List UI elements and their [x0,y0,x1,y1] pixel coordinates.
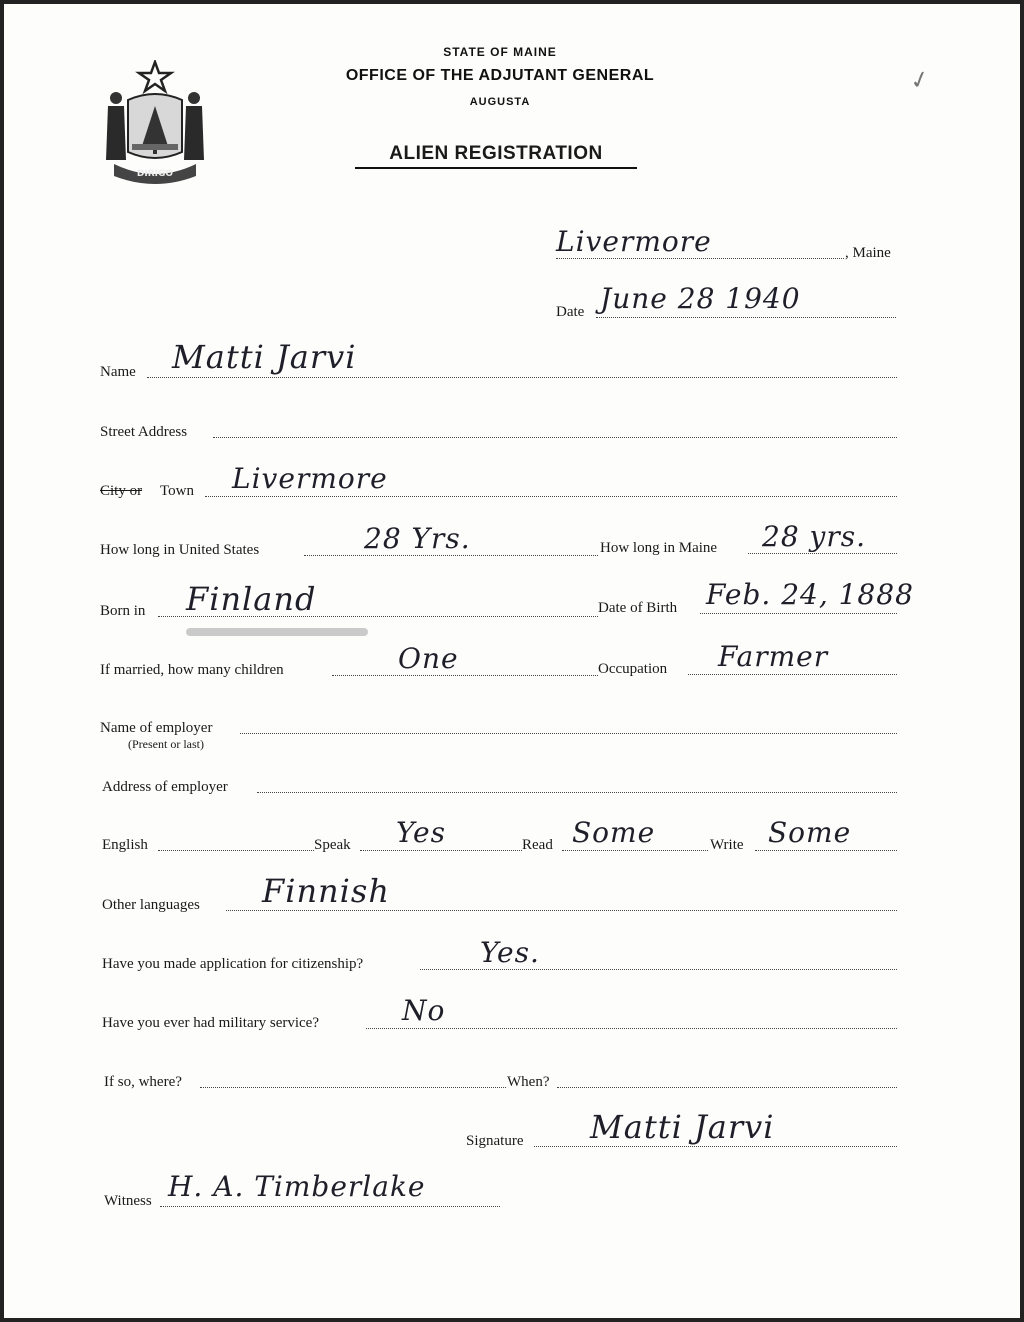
occupation-label: Occupation [598,661,668,677]
children-label: If married, how many children [100,662,284,678]
header-city: AUGUSTA [469,96,531,108]
street-address-line [213,437,897,438]
employer-name-line [240,733,897,734]
born-in-value: Finland [186,580,317,618]
checkmark-icon: ✓ [907,65,934,97]
military-value: No [402,994,446,1027]
scan-border-right [1020,0,1024,1322]
name-line [147,377,897,378]
town-value: Livermore [232,462,388,495]
street-address-label: Street Address [100,424,188,440]
date-line [596,317,896,318]
speak-line [360,850,522,851]
place-line [556,258,844,259]
place-value: Livermore [556,225,712,258]
date-value: June 28 1940 [600,282,801,315]
scan-border-bottom [0,1318,1024,1322]
town-label: Town [160,483,194,499]
other-languages-value: Finnish [262,872,390,910]
employer-name-sublabel: (Present or last) [128,737,204,751]
citizenship-label: Have you made application for citizenship? [102,956,364,972]
born-in-label: Born in [100,603,146,619]
citizenship-line [420,969,897,970]
date-of-birth-label: Date of Birth [598,600,678,616]
witness-value: H. A. Timberlake [168,1170,426,1203]
write-label: Write [710,837,744,853]
when-line [557,1087,897,1088]
speak-label: Speak [314,837,351,853]
where-label: If so, where? [104,1074,182,1090]
city-or-label-struck: City or [100,483,143,499]
signature-label: Signature [466,1133,524,1149]
other-languages-label: Other languages [102,897,200,913]
scan-border-left [0,0,4,1322]
english-label: English [102,837,148,853]
town-line [205,496,897,497]
name-label: Name [100,364,136,380]
english-line [158,850,314,851]
name-value: Matti Jarvi [172,338,357,376]
witness-line [160,1206,500,1207]
years-us-label: How long in United States [100,542,260,558]
scan-border-top [0,0,1024,4]
header-state: STATE OF MAINE [443,45,557,59]
employer-name-label: Name of employer [100,720,213,736]
date-of-birth-value: Feb. 24, 1888 [706,578,914,611]
write-line [755,850,897,851]
occupation-line [688,674,897,675]
signature-line [534,1146,897,1147]
occupation-value: Farmer [718,640,829,673]
children-value: One [398,642,459,675]
read-label: Read [522,837,553,853]
header-office: OFFICE OF THE ADJUTANT GENERAL [345,67,655,84]
citizenship-value: Yes. [480,936,540,969]
place-suffix: , Maine [845,245,891,261]
speak-value: Yes [396,816,446,849]
other-languages-line [226,910,897,911]
children-line [332,675,598,676]
military-line [366,1028,897,1029]
when-label: When? [507,1074,550,1090]
employer-address-line [257,792,897,793]
employer-address-label: Address of employer [102,779,228,795]
where-line [200,1087,506,1088]
signature-value: Matti Jarvi [590,1108,775,1146]
read-value: Some [572,816,656,849]
date-label: Date [556,304,585,320]
write-value: Some [768,816,852,849]
years-maine-value: 28 yrs. [762,520,867,553]
read-line [562,850,708,851]
witness-label: Witness [104,1193,152,1209]
years-us-line [304,555,598,556]
years-us-value: 28 Yrs. [364,522,471,555]
military-label: Have you ever had military service? [102,1015,319,1031]
form-title: ALIEN REGISTRATION [355,143,637,169]
years-maine-line [748,553,897,554]
years-maine-label: How long in Maine [600,540,718,556]
seal-motto: DIRIGO [136,169,174,179]
ink-smudge [186,628,368,636]
state-of-maine-seal-icon [100,60,210,185]
date-of-birth-line [700,613,897,614]
